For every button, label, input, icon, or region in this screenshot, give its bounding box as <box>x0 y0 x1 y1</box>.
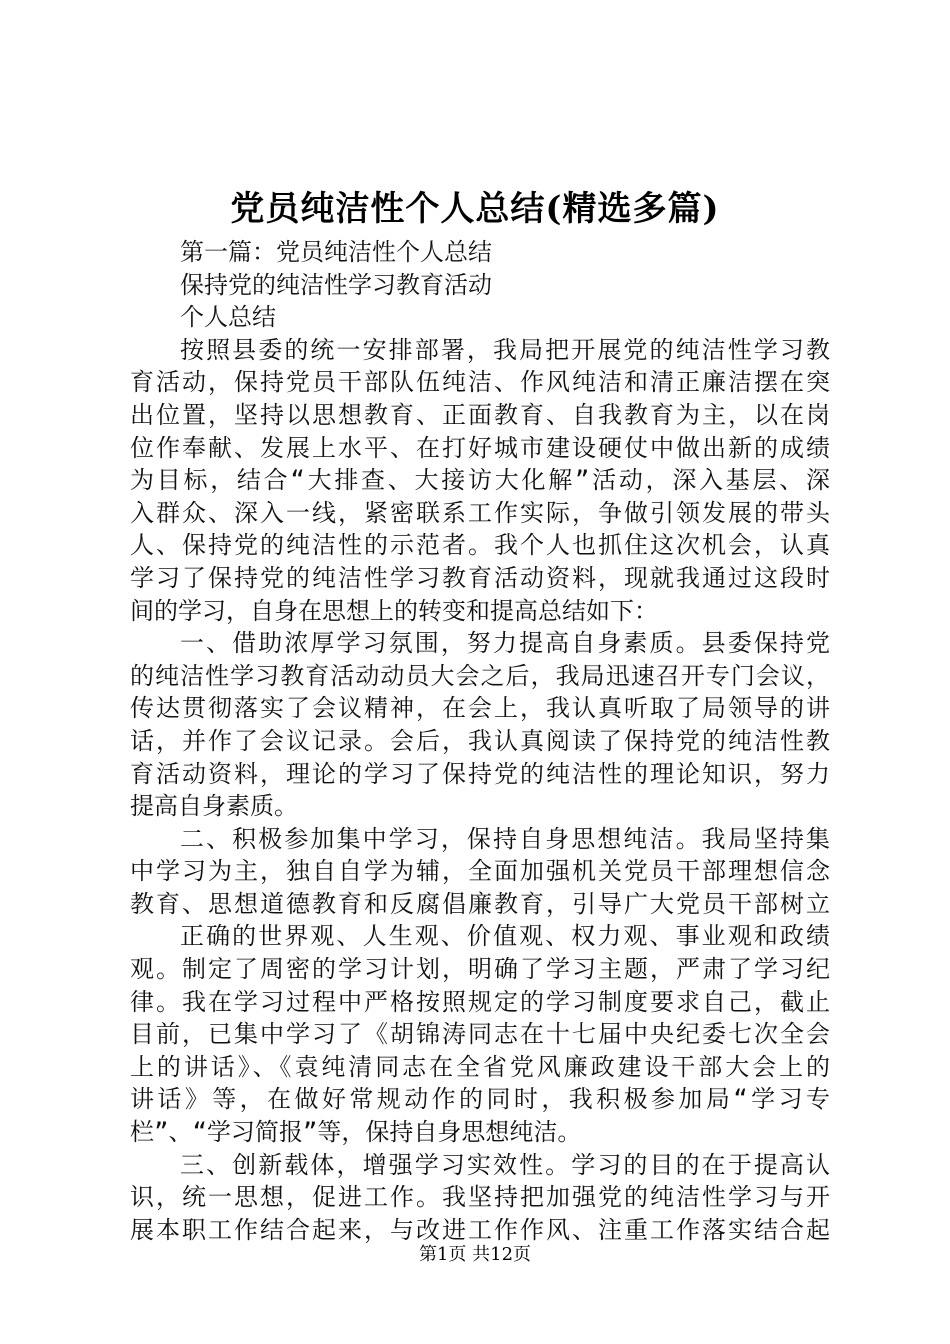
paragraph-line: 目前，已集中学习了《胡锦涛同志在十七届中央纪委七次全会 <box>130 1020 830 1049</box>
paragraph-line: 人、保持党的纯洁性的示范者。我个人也抓住这次机会，认真 <box>130 531 830 560</box>
paragraph-line: 为目标，结合“大排查、大接访大化解”活动，深入基层、深 <box>130 466 830 495</box>
paragraph-line: 间的学习，自身在思想上的转变和提高总结如下： <box>130 596 658 625</box>
paragraph-line: 育活动，保持党员干部队伍纯洁、作风纯洁和清正廉洁摆在突 <box>130 368 830 397</box>
heading-line: 个人总结 <box>180 303 276 332</box>
heading-line: 保持党的纯洁性学习教育活动 <box>180 270 492 299</box>
paragraph-line: 提高自身素质。 <box>130 792 298 821</box>
paragraph-line: 中学习为主，独自自学为辅，全面加强机关党员干部理想信念 <box>130 857 830 886</box>
paragraph-line: 二、积极参加集中学习，保持自身思想纯洁。我局坚持集 <box>180 824 830 853</box>
paragraph-line: 观。制定了周密的学习计划，明确了学习主题，严肃了学习纪 <box>130 955 830 984</box>
paragraph-line: 位作奉献、发展上水平、在打好城市建设硬仗中做出新的成绩 <box>130 433 830 462</box>
paragraph-line: 按照县委的统一安排部署，我局把开展党的纯洁性学习教 <box>180 335 830 364</box>
paragraph-line: 传达贯彻落实了会议精神，在会上，我认真听取了局领导的讲 <box>130 694 830 723</box>
heading-line: 第一篇：党员纯洁性个人总结 <box>180 238 492 266</box>
paragraph-line: 栏”、“学习简报”等，保持自身思想纯洁。 <box>130 1118 582 1147</box>
document-title: 党员纯洁性个人总结(精选多篇) <box>230 189 720 229</box>
paragraph-line: 识，统一思想，促进工作。我坚持把加强党的纯洁性学习与开 <box>130 1183 830 1212</box>
paragraph-line: 话，并作了会议记录。会后，我认真阅读了保持党的纯洁性教 <box>130 726 830 755</box>
page-footer: 第1页 共12页 <box>418 1244 532 1265</box>
paragraph-line: 学习了保持党的纯洁性学习教育活动资料，现就我通过这段时 <box>130 563 830 592</box>
paragraph-line: 入群众、深入一线，紧密联系工作实际，争做引领发展的带头 <box>130 498 830 527</box>
paragraph-line: 正确的世界观、人生观、价值观、权力观、事业观和政绩 <box>180 922 830 951</box>
paragraph-line: 一、借助浓厚学习氛围，努力提高自身素质。县委保持党 <box>180 629 830 658</box>
paragraph-line: 展本职工作结合起来，与改进工作作风、注重工作落实结合起 <box>130 1215 830 1244</box>
paragraph-line: 三、创新载体，增强学习实效性。学习的目的在于提高认 <box>180 1150 830 1179</box>
paragraph-line: 出位置，坚持以思想教育、正面教育、自我教育为主，以在岗 <box>130 400 830 429</box>
paragraph-line: 讲话》等，在做好常规动作的同时，我积极参加局“学习专 <box>130 1085 830 1114</box>
paragraph-line: 的纯洁性学习教育活动动员大会之后，我局迅速召开专门会议， <box>130 661 830 690</box>
document-body <box>130 236 830 1246</box>
paragraph-line: 上的讲话》、《袁纯清同志在全省党风廉政建设干部大会上的 <box>130 1052 830 1081</box>
paragraph-line: 育活动资料，理论的学习了保持党的纯洁性的理论知识，努力 <box>130 759 830 788</box>
paragraph-line: 律。我在学习过程中严格按照规定的学习制度要求自己，截止 <box>130 987 830 1016</box>
paragraph-line: 教育、思想道德教育和反腐倡廉教育，引导广大党员干部树立 <box>130 889 830 918</box>
